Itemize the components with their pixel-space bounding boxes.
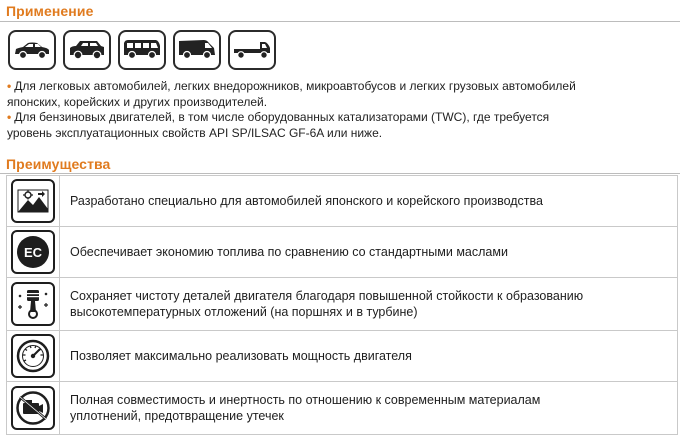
ec-badge-label: EC	[23, 245, 43, 260]
minibus-icon	[118, 30, 166, 70]
bullet-marker: •	[7, 79, 12, 93]
pickup-truck-icon	[228, 30, 276, 70]
bullet-text-continued: японских, корейских и других производителей.	[7, 94, 268, 109]
advantage-text: Сохраняет чистоту деталей двигателя благодаря повышенной стойкости к образованию	[70, 289, 584, 303]
advantage-text: Полная совместимость и инертность по отношению к современным материалам	[70, 393, 541, 407]
advantage-row	[7, 331, 678, 382]
bullet-marker: •	[7, 110, 12, 124]
bullet-text: Для легковых автомобилей, легких внедорожников, микроавтобусов и легких грузовых автомобилей	[14, 79, 576, 93]
advantages-table	[6, 175, 678, 435]
application-bullet	[7, 79, 677, 110]
bullet-text: Для бензиновых двигателей, в том числе оборудованных катализаторами (TWC), где требуется	[14, 110, 550, 124]
advantages-heading: Преимущества	[6, 156, 111, 172]
advantage-text-continued: высокотемпературных отложений (на поршнях и в турбине)	[70, 305, 418, 319]
clean-piston-icon	[11, 282, 55, 326]
suv-icon	[63, 30, 111, 70]
advantage-row	[7, 278, 678, 331]
advantage-row	[7, 176, 678, 227]
japan-korea-landscape-icon	[11, 179, 55, 223]
van-icon	[173, 30, 221, 70]
application-bullet	[7, 110, 677, 141]
advantage-text: Обеспечивает экономию топлива по сравнению со стандартными маслами	[70, 245, 508, 259]
advantage-row	[7, 382, 678, 435]
advantage-text-continued: уплотнений, предотвращение утечек	[70, 409, 284, 423]
application-heading: Применение	[6, 3, 94, 19]
no-leak-icon	[11, 386, 55, 430]
advantage-text: Позволяет максимально реализовать мощность двигателя	[70, 349, 412, 363]
advantage-row	[7, 227, 678, 278]
speedometer-icon	[11, 334, 55, 378]
sedan-car-icon	[8, 30, 56, 70]
ec-badge-icon	[11, 230, 55, 274]
advantages-divider	[0, 173, 680, 174]
advantage-text: Разработано специально для автомобилей японского и корейского производства	[70, 194, 543, 208]
application-list	[7, 79, 677, 141]
application-divider	[0, 21, 680, 22]
bullet-text-continued: уровень эксплуатационных свойств API SP/ILSAC GF-6A или ниже.	[7, 125, 383, 140]
